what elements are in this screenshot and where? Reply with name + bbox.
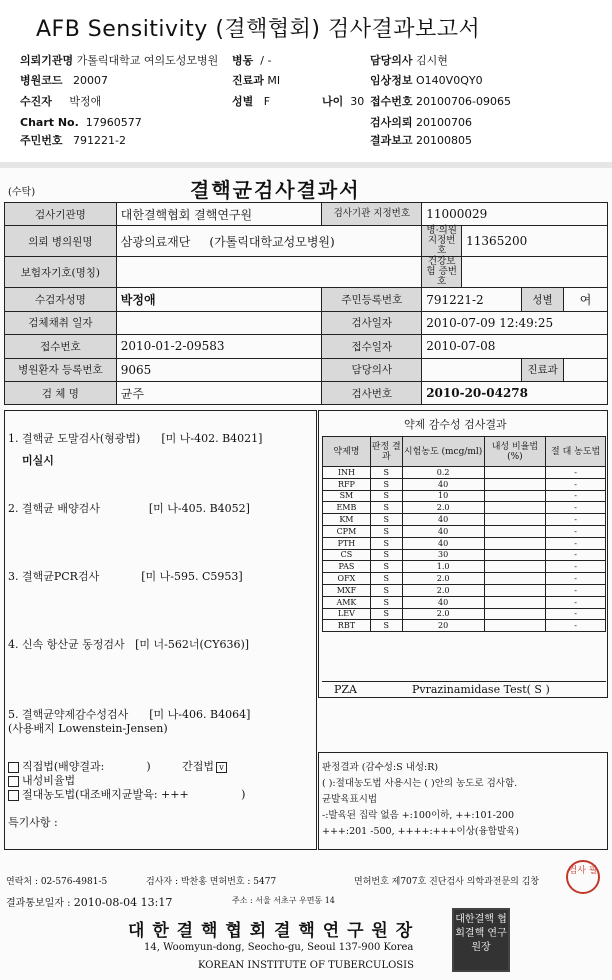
drug-row: KM S 40 - [323,514,606,526]
test-5: 5. 결핵균약제감수성검사 [미 나-406. B4064] [8,708,251,721]
test-4: 4. 신속 항산균 동정검사 [미 너-562너(CY636)] [8,638,250,651]
drug-table [322,436,606,632]
drug-row: OFX S 2.0 - [323,573,606,585]
special-notes: 특기사항 : [8,816,58,829]
drug-row: SM S 10 - [323,490,606,502]
drug-row: RFP S 40 - [323,478,606,490]
field-report-date: 결과보고 20100805 [370,134,473,147]
field-req-inst: 의뢰기관명 가톨릭대학교 여의도성모병원 [20,54,219,67]
table-row: 접수번호 2010-01-2-09583 접수일자 2010-07-08 [5,335,608,358]
drug-row: INH S 0.2 - [323,467,606,479]
field-dept: 진료과 MI [232,74,281,87]
footer-license: 면허번호 제707호 진단검사 의학과전문의 김창 [354,877,540,887]
table-row: 의뢰 병의원명 삼광의료재단 (가톨릭대학교성모병원) 병·의원 지정번호 11365200 [5,226,608,257]
test-5-medium: (사용배지 Lowenstein-Jensen) [8,722,168,735]
table-row: 보험자기호(명칭) 건강보험 증번호 [5,257,608,288]
direct-checkbox[interactable] [8,762,19,773]
official-seal: 대한결핵 협회결핵 연구원장 [452,908,510,972]
info-table [4,202,608,405]
field-req-date: 검사의뢰 20100706 [370,116,473,129]
test-2: 2. 결핵균 배양검사 [미 나-405. B4052] [8,502,250,515]
drug-row: MXF S 2.0 - [323,584,606,596]
drug-row: CS S 30 - [323,549,606,561]
field-clinical: 임상정보 O140V0QY0 [370,74,483,87]
judgement-legend: 판정결과 (감수성:S 내성:R) ( ):절대농도법 사용시는 ( )안의 농도로 검사함. 균발육표시법 -:발육된 집락 없음 +:100이하, ++:101-200 +++:201 -500, ++++:+++이상(융합발육) [322,762,520,837]
institute-address: 14, Woomyun-dong, Seocho-gu, Seoul 137-900 Korea [144,942,414,953]
field-doctor: 담당의사 김시현 [370,54,448,67]
drug-header-row: 약제명 판정 결과 시험농도 (mcg/ml) 내성 비율법(%) 절 대 농도법 [323,437,606,467]
drug-row: PAS S 1.0 - [323,561,606,573]
field-ssn: 주민번호 791221-2 [20,134,126,147]
method-direct: 직접법(배양결과: ) 간접법 v [8,758,230,774]
drug-row: EMB S 2.0 - [323,502,606,514]
inspection-stamp: 검사 필 [566,860,600,894]
test-3: 3. 결핵균PCR검사 [미 나-595. C5953] [8,570,243,583]
pza-row: PZA Pvrazinamidase Test( S ) [322,681,606,695]
table-row: 병원환자 등록번호 9065 담당의사 진료과 [5,358,608,381]
field-sex: 성별 F [232,95,271,108]
field-recv-no: 접수번호 20100706-09065 [370,95,511,108]
method-resist-ratio: 내성비율법 [8,772,75,788]
drug-row: CPM S 40 - [323,525,606,537]
table-row: 검체채취 일자 검사일자 2010-07-09 12:49:25 [5,311,608,334]
drug-row: LEV S 2.0 - [323,608,606,620]
doc-title: 결핵균검사결과서 [190,178,361,202]
footer-notice: 결과통보일자 : 2010-08-04 13:17 [6,896,173,909]
report-title: AFB Sensitivity (결핵협회) 검사결과보고서 [36,17,481,42]
table-row: 수검자성명 박정애 주민등록번호 791221-2 성별 여 [5,288,608,311]
institute-name: 대 한 결 핵 협 회 결 핵 연 구 원 장 [128,921,414,941]
field-age: 나이 30 [322,95,365,108]
drug-panel-title: 약제 감수성 검사결과 [404,418,507,431]
resist-ratio-checkbox[interactable] [8,776,19,787]
drug-row: AMK S 40 - [323,596,606,608]
footer-address-kr: 주소 : 서울 서초구 우면동 14 [232,896,335,905]
footer-contact: 연락처 : 02-576-4981-5 [6,877,108,887]
absolute-checkbox[interactable] [8,790,19,801]
copy-mark: (수탁) [8,187,36,198]
field-patient: 수진자 박정애 [20,95,102,108]
method-absolute: 절대농도법(대조배지균발육: +++ ) [8,786,245,802]
test-1-result: 미실시 [22,454,54,467]
institute-english-name: KOREAN INSTITUTE OF TUBERCULOSIS [198,960,414,971]
drug-row: RBT S 20 - [323,620,606,632]
field-hosp-code: 병원코드 20007 [20,74,109,87]
drug-row: PTH S 40 - [323,537,606,549]
field-chart-no: Chart No. 17960577 [20,116,142,129]
table-row: 검사기관명 대한결핵협회 결핵연구원 검사기관 지정번호 11000029 [5,203,608,226]
indirect-checkbox[interactable]: v [216,762,227,773]
field-ward: 병동 / - [232,54,272,67]
footer-examiner: 검사자 : 박찬홍 면허번호 : 5477 [146,877,277,887]
table-row: 검 체 명 균주 검사번호 2010-20-04278 [5,381,608,404]
test-1: 1. 결핵균 도말검사(형광법) [미 나-402. B4021] [8,432,263,445]
